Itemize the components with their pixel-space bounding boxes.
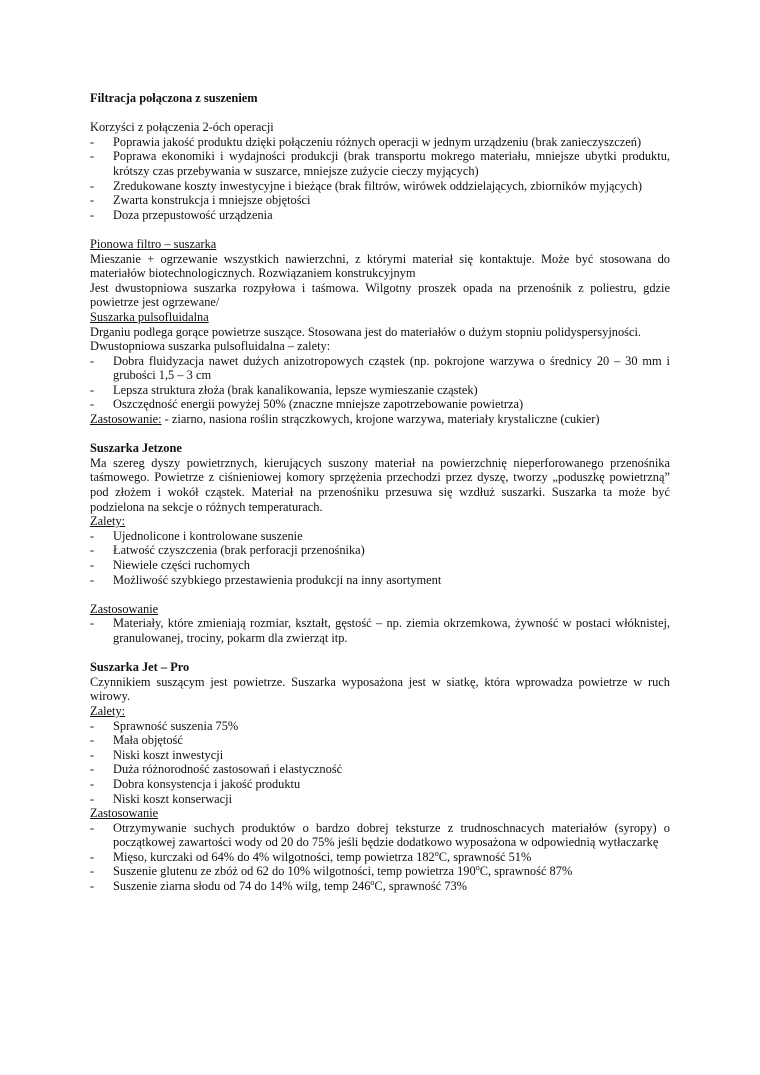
list-item: - Niski koszt inwestycji — [90, 747, 224, 762]
pionowa-paragraph-1: Mieszanie + ogrzewanie wszystkich nawierzchni, z którymi materiał się kontaktuje. Może być stosowana do materiałów biotechnologicznych. Rozwiązaniem konstrukcyjnym — [90, 251, 670, 281]
jetzone-zastosowanie-list — [90, 616, 670, 645]
list-item: - Mięso, kurczaki od 64% do 4% wilgotności, temp powietrza 182$^o$C, sprawność 51% — [90, 848, 532, 864]
list-item: - Mała objętość — [90, 733, 183, 748]
list-item: - Suszenie glutenu ze zbóż od 62 do 10% wilgotności, temp powietrza 190$^o$C, sprawność 87% — [90, 863, 573, 879]
list-item: - Niski koszt konserwacji — [90, 791, 233, 806]
zastosowanie-text: - ziarno, nasiona roślin strączkowych, krojone warzywa, materiały krystaliczne (cukier) — [161, 412, 600, 427]
pulso-list — [90, 354, 670, 412]
pulso-heading: Suszarka pulsofluidalna — [90, 309, 209, 324]
jetpro-heading: Suszarka Jet – Pro — [90, 660, 190, 675]
list-item: - Otrzymywanie suchych produktów o bardzo dobrej teksturze z trudnoschnacych materiałów (syropy) o początkowej zawartości wody od 20 do 75% jeśli będzie dodatkowo wyposażona w odpowiednią wytłaczarkę — [90, 820, 670, 850]
list-item: - Duża różnorodność zastosowań i elastyczność — [90, 762, 343, 777]
jetzone-zalety-list — [90, 529, 670, 587]
jetpro-zalety-label: Zalety: — [90, 703, 126, 718]
jetzone-zalety-label: Zalety: — [90, 514, 126, 529]
list-item: - Materiały, które zmieniają rozmiar, kształt, gęstość – np. ziemia okrzemkowa, żywność w postaci włóknistej, granulowanej, trociny, pokarm dla zwierząt itp. — [90, 616, 670, 645]
list-item: - Suszenie ziarna słodu od 74 do 14% wilg, temp 246$^o$C, sprawność 73% — [90, 877, 467, 894]
list-item: - Możliwość szybkiego przestawienia produkcji na inny asortyment — [90, 572, 442, 587]
intro-heading: Korzyści z połączenia 2-óch operacji — [90, 120, 274, 135]
list-item: - Doza przepustowość urządzenia — [90, 207, 273, 222]
intro-list — [90, 135, 670, 223]
list-item: - Dobra konsystencja i jakość produktu — [90, 776, 301, 791]
jetzone-paragraph: Ma szereg dyszy powietrznych, kierujących suszony materiał na powierzchnię nieperforowanego przenośnika taśmowego. Powietrze z ciśnieniowej komory sprzężenia przechodzi przez dyszę, tworzy „poduszkę powietrzną” pod złożem i wokół cząstek. Materiał na przenośniku przesuwa się wzdłuż suszarki. Suszarka ta może być podzielona na sekcje o różnych temperaturach. — [90, 455, 670, 514]
pionowa-paragraph-2: Jest dwustopniowa suszarka rozpyłowa i taśmowa. Wilgotny proszek opada na przenośnik z poliestru, gdzie powietrze jest ogrzewane/ — [90, 280, 670, 310]
list-item: - Lepsza struktura złoża (brak kanalikowania, lepsze wymieszanie cząstek) — [90, 382, 478, 397]
list-item: - Niewiele części ruchomych — [90, 558, 250, 572]
pionowa-heading: Pionowa filtro – suszarka — [90, 236, 217, 251]
list-item: - Zredukowane koszty inwestycyjne i bieżące (brak filtrów, wirówek oddzielających, zbiorników myjących) — [90, 178, 643, 193]
list-item: - Łatwość czyszczenia (brak perforacji przenośnika) — [90, 543, 365, 558]
document-page — [90, 91, 670, 894]
jetpro-zastosowanie-list — [90, 821, 670, 894]
pulso-zastosowanie — [90, 412, 670, 427]
pulso-paragraph-2: Dwustopniowa suszarka pulsofluidalna – zalety: — [90, 339, 331, 354]
jetpro-zastosowanie-label: Zastosowanie — [90, 806, 159, 821]
list-item: - Dobra fluidyzacja nawet dużych anizotropowych cząstek (np. pokrojone warzywa o średnicy 20 – 30 mm i grubości 1,5 – 3 cm — [90, 353, 670, 383]
pulso-paragraph-1: Drganiu podlega gorące powietrze suszące. Stosowana jest do materiałów o dużym stopniu polidyspersyjności. — [90, 324, 642, 339]
jetpro-paragraph: Czynnikiem suszącym jest powietrze. Suszarka wyposażona jest w siatkę, która wprowadza powietrze w ruch wirowy. — [90, 674, 670, 704]
jetpro-zalety-list — [90, 719, 670, 807]
list-item: - Ujednolicone i kontrolowane suszenie — [90, 528, 303, 543]
list-item: - Sprawność suszenia 75% — [90, 718, 239, 733]
zastosowanie-label: Zastosowanie: — [90, 412, 162, 427]
jetzone-zastosowanie-label: Zastosowanie — [90, 601, 159, 616]
list-item: - Poprawia jakość produktu dzięki połączeniu różnych operacji w jednym urządzeniu (brak zanieczyszczeń) — [90, 134, 642, 149]
jetzone-heading: Suszarka Jetzone — [90, 441, 182, 456]
list-item: - Poprawa ekonomiki i wydajności produkcji (brak transportu mokrego materiału, mniejsze ubytki produktu, krótszy czas przebywania w suszarce, mniejsze zużycie cieczy myjących) — [90, 149, 670, 178]
document-title: Filtracja połączona z suszeniem — [90, 91, 258, 105]
list-item: - Oszczędność energii powyżej 50% (znaczne mniejsze zapotrzebowanie powietrza) — [90, 397, 524, 412]
list-item: - Zwarta konstrukcja i mniejsze objętości — [90, 193, 311, 208]
